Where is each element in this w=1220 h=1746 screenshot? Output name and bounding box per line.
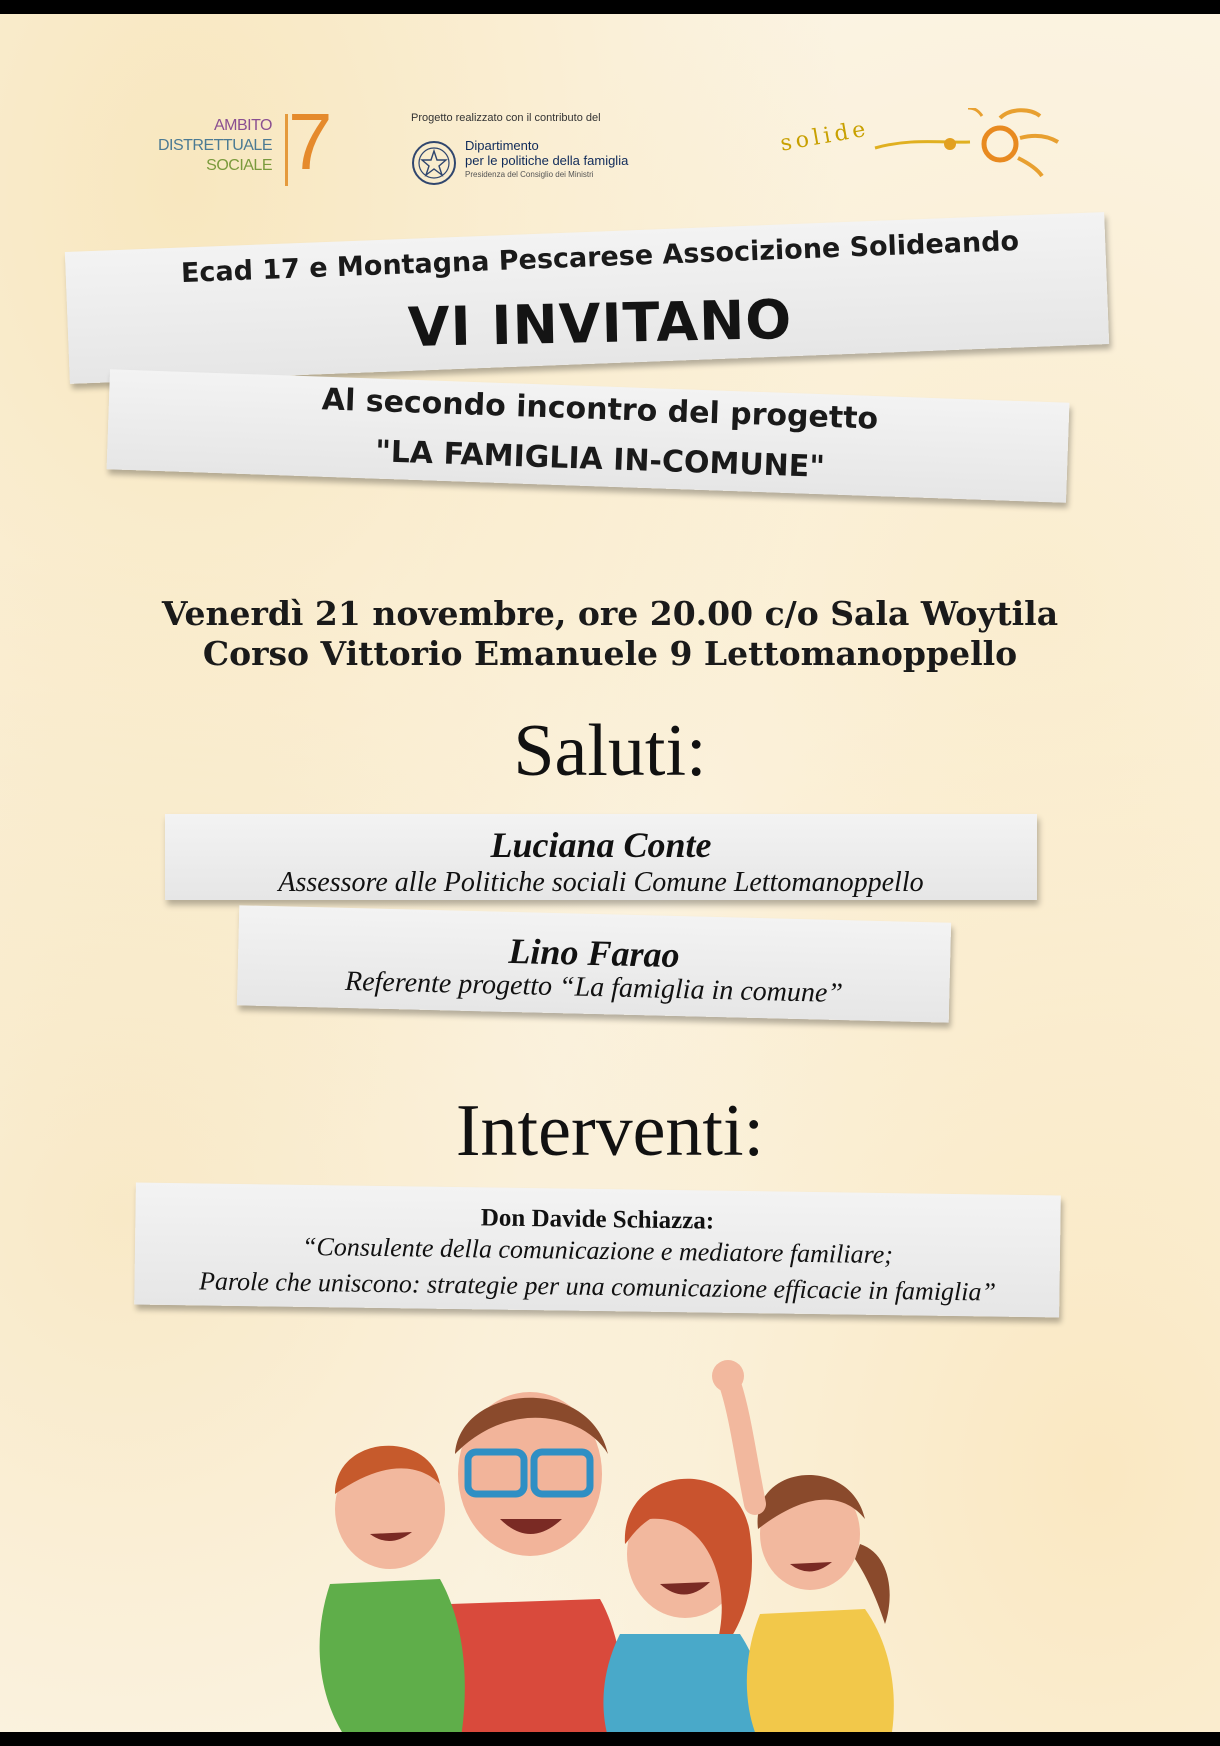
speaker-name: Don Davide Schiazza: (480, 1204, 715, 1235)
dipartimento-name-line1: Dipartimento (465, 138, 539, 153)
ambito-logo-line1: AMBITO (213, 117, 272, 134)
solideando-logo-word: solide (778, 116, 872, 157)
dipartimento-name-line2: per le politiche della famiglia (465, 153, 629, 168)
organizers-line: Ecad 17 e Montagna Pescarese Associzione Solideando (180, 225, 1020, 290)
event-date-line: Venerdì 21 novembre, ore 20.00 c/o Sala Woytila (161, 594, 1059, 633)
subtitle-line1: Al secondo incontro del progetto (321, 382, 879, 437)
dipartimento-credit: Progetto realizzato con il contributo del (411, 112, 601, 124)
dipartimento-famiglia-logo (405, 112, 705, 197)
saluti-heading: Saluti: (513, 710, 707, 792)
saluti-person-1-role: Assessore alle Politiche sociali Comune Lettomanoppello (278, 867, 924, 898)
speaker-topic-line1: “Consulente della comunicazione e mediatore familiare; (301, 1231, 894, 1270)
event-address-line: Corso Vittorio Emanuele 9 Lettomanoppello (202, 634, 1018, 673)
invite-heading: VI INVITANO (407, 287, 793, 360)
saluti-person-2-name: Lino Farao (508, 930, 680, 976)
dipartimento-sub: Presidenza del Consiglio dei Ministri (465, 170, 594, 179)
interventi-heading: Interventi: (455, 1090, 765, 1172)
project-title: "LA FAMIGLIA IN-COMUNE" (374, 434, 826, 485)
ambito-logo-line3: SOCIALE (206, 157, 272, 174)
ambito-distrettuale-logo (140, 97, 333, 206)
solideando-logo (770, 106, 1060, 186)
solideando-sun-icon (870, 108, 1060, 178)
italian-republic-emblem-icon (411, 140, 457, 186)
saluti-person-1-name: Luciana Conte (490, 825, 712, 865)
family-illustration (290, 1344, 950, 1732)
speaker-topic-line2: Parole che uniscono: strategie per una comunicazione efficacie in famiglia” (198, 1266, 997, 1307)
invitation-poster (0, 14, 1220, 1732)
ambito-logo-line2: DISTRETTUALE (157, 137, 272, 154)
saluti-person-2-role: Referente progetto “La famiglia in comune” (344, 965, 844, 1010)
ambito-logo-number: 7 (288, 97, 333, 186)
